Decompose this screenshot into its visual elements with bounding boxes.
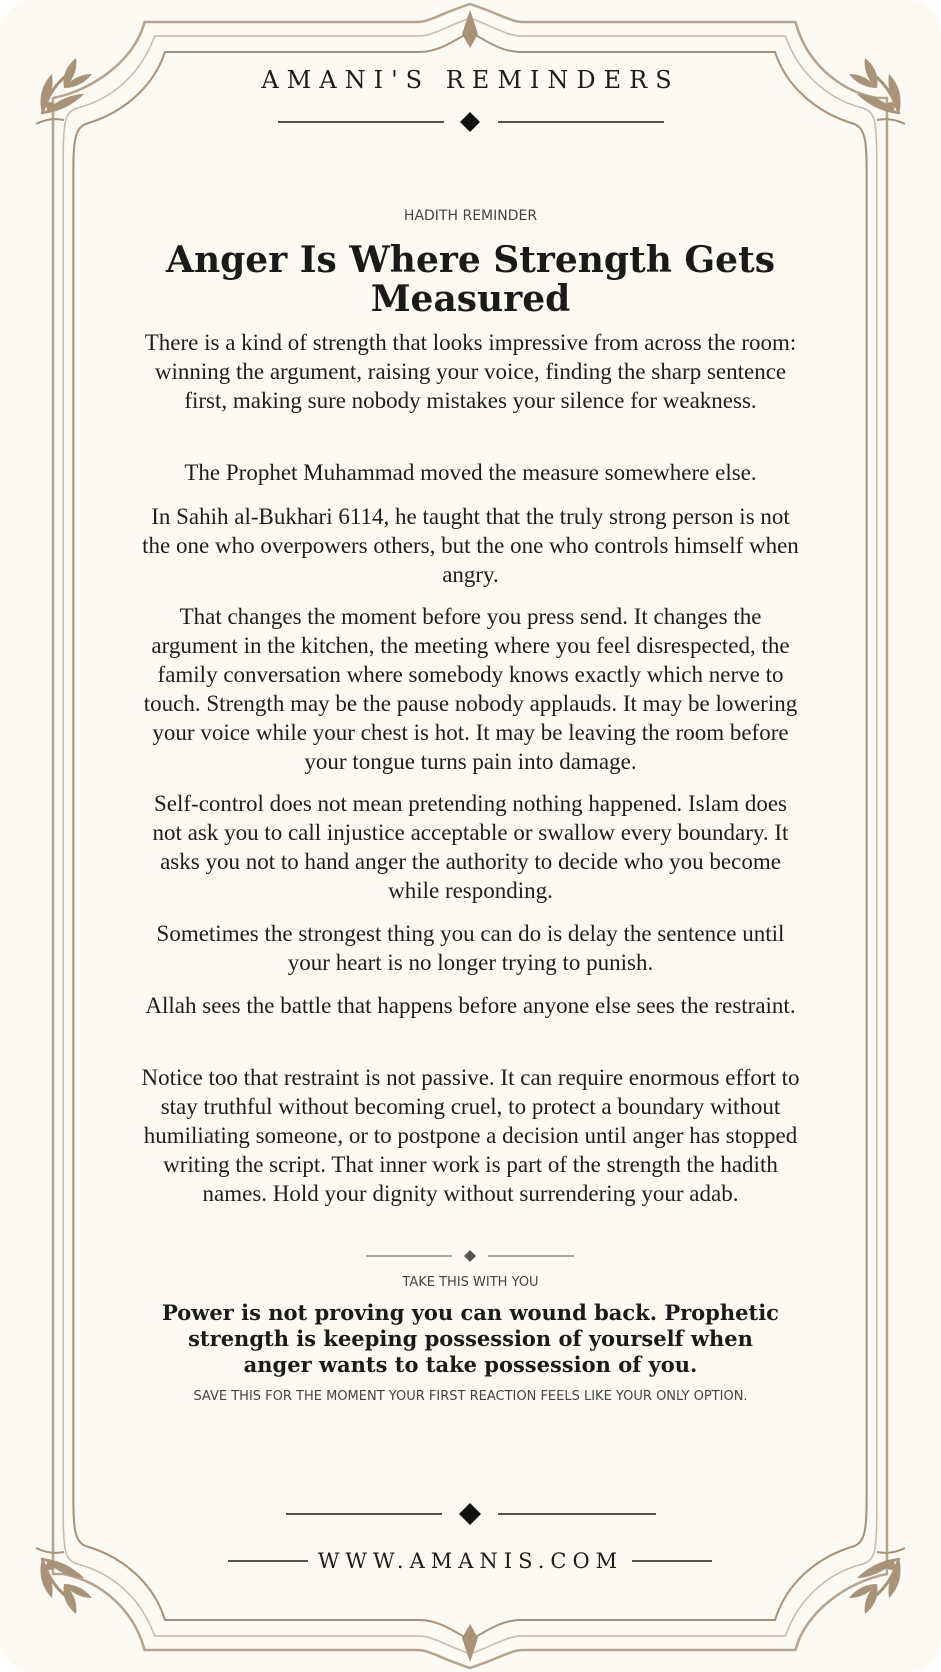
website-link[interactable]: WWW.AMANIS.COM	[317, 1549, 624, 1573]
brand-title: AMANI'S REMINDERS	[261, 66, 680, 94]
paragraph-5: Self-control does not mean pretending nothing happened. Islam does not ask you to call injustice acceptable or swallow every boundary. It asks you not to hand anger the authority to decide who you become while responding.	[152, 791, 789, 903]
paragraph-4: That changes the moment before you press send. It changes the argument in the kitchen, the meeting where you feel disrespected, the family conversation where somebody knows exactly which nerve to touch. Strength may be the pause nobody applauds. It may be lowering your voice while your chest is hot. It may be leaving the room before your tongue turns pain into damage.	[143, 604, 798, 774]
takeaway-quote: Power is not proving you can wound back. Prophetic strength is keeping possession of yourself when anger wants to take possession of you.	[162, 1300, 779, 1377]
save-note: SAVE THIS FOR THE MOMENT YOUR FIRST REACTION FEELS LIKE YOUR ONLY OPTION.	[193, 1389, 748, 1404]
paragraph-2: The Prophet Muhammad moved the measure somewhere else.	[184, 460, 757, 485]
paragraph-3: In Sahih al-Bukhari 6114, he taught that the truly strong person is not the one who overpowers others, but the one who controls himself when angry.	[142, 504, 799, 587]
takeaway-kicker: TAKE THIS WITH YOU	[402, 1275, 539, 1290]
paragraph-8: Notice too that restraint is not passive. It can require enormous effort to stay truthful without becoming cruel, to protect a boundary without humiliating someone, or to postpone a decision until anger has stopped writing the script. That inner work is part of the strength the hadith names. Hold your dignity without surrendering your adab.	[141, 1065, 800, 1206]
section-kicker: HADITH REMINDER	[403, 208, 538, 224]
article-title: Anger Is Where Strength Gets Measured	[166, 239, 775, 320]
paragraph-7: Allah sees the battle that happens before anyone else sees the restraint.	[145, 993, 796, 1018]
paragraph-6: Sometimes the strongest thing you can do is delay the sentence until your heart is no longer trying to punish.	[156, 921, 785, 975]
paragraph-1: There is a kind of strength that looks impressive from across the room: winning the argument, raising your voice, finding the sharp sentence first, making sure nobody mistakes your silence for weakness.	[144, 330, 797, 413]
